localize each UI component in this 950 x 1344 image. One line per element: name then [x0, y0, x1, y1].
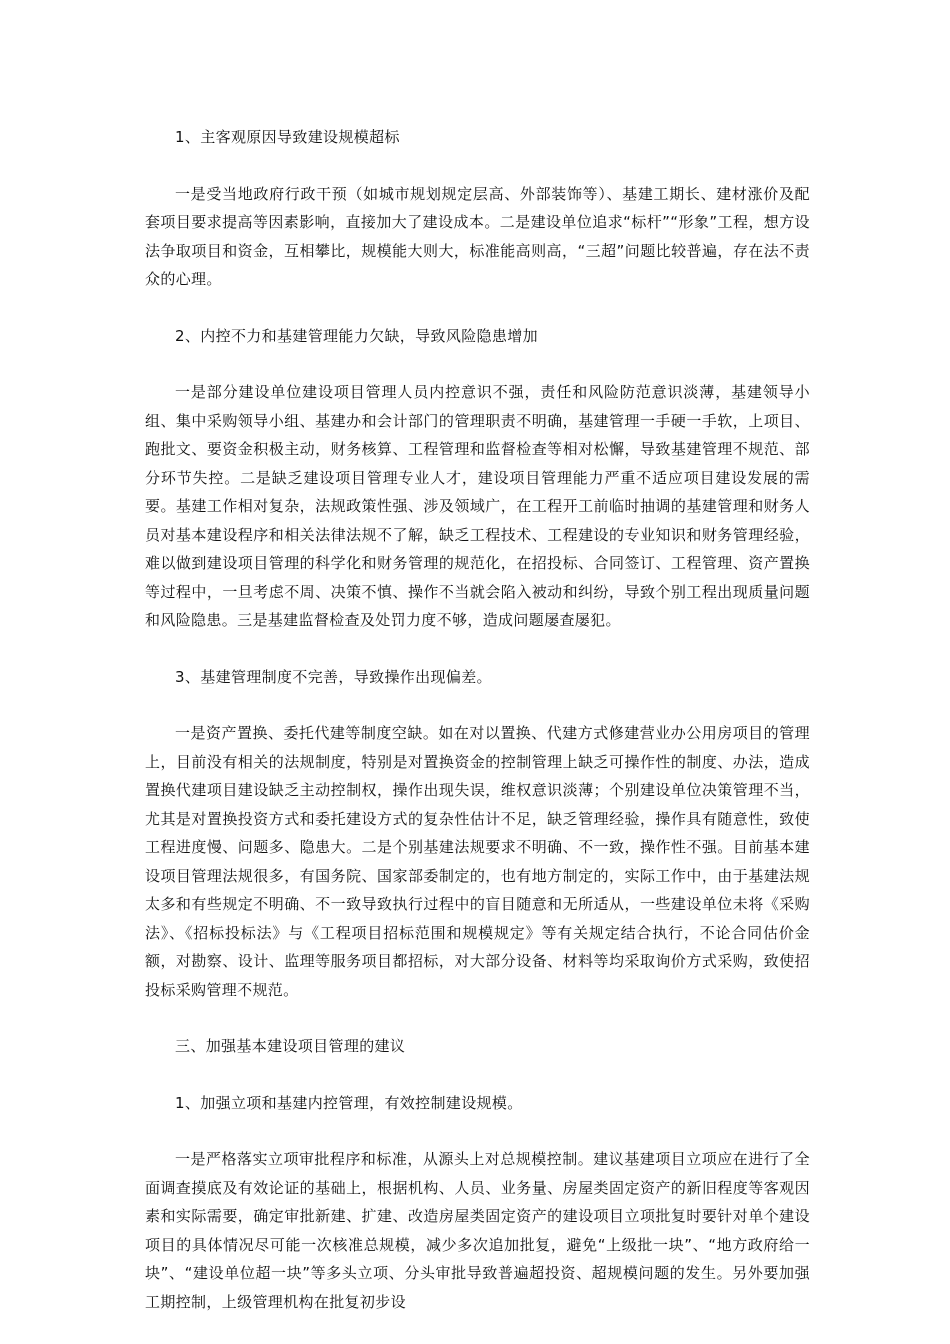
- section-heading-1: 1、主客观原因导致建设规模超标: [175, 128, 400, 146]
- document-body: [145, 123, 810, 1344]
- paragraph-2: 一是部分建设单位建设项目管理人员内控意识不强，责任和风险防范意识淡薄，基建领导小组、集中采购领导小组、基建办和会计部门的管理职责不明确，基建管理一手硬一手软，上项目、跑批文、要资金积极主动，财务核算、工程管理和监督检查等相对松懈，导致基建管理不规范、部分环节失控。二是缺乏建设项目管理专业人才，建设项目管理能力严重不适应项目建设发展的需要。基建工作相对复杂，法规政策性强、涉及领域广，在工程开工前临时抽调的基建管理和财务人员对基本建设程序和相关法律法规不了解，缺乏工程技术、工程建设的专业知识和财务管理经验，难以做到建设项目管理的科学化和财务管理的规范化，在招投标、合同签订、工程管理、资产置换等过程中，一旦考虑不周、决策不慎、操作不当就会陷入被动和纠纷，导致个别工程出现质量问题和风险隐患。三是基建监督检查及处罚力度不够，造成问题屡查屡犯。: [145, 383, 810, 629]
- section-heading-3: 3、基建管理制度不完善，导致操作出现偏差。: [175, 667, 492, 686]
- paragraph-1: 一是受当地政府行政干预（如城市规划规定层高、外部装饰等）、基建工期长、建材涨价及配套项目要求提高等因素影响，直接加大了建设成本。二是建设单位追求“标杆”“形象”工程，想方设法争取项目和资金，互相攀比，规模能大则大，标准能高则高，“三超”问题比较普遍，存在法不责众的心理。: [145, 184, 810, 288]
- paragraph-4: 一是严格落实立项审批程序和标准，从源头上对总规模控制。建议基建项目立项应在进行了全面调查摸底及有效论证的基础上，根据机构、人员、业务量、房屋类固定资产的新旧程度等客观因素和实际需要，确定审批新建、扩建、改造房屋类固定资产的建设项目立项批复时要针对单个建设项目的具体情况尽可能一次核准总规模，减少多次追加批复，避免“上级批一块”、“地方政府给一块”、“建设单位超一块”等多头立项、分头审批导致普遍超投资、超规模问题的发生。另外要加强工期控制，上级管理机构在批复初步设: [145, 1150, 810, 1311]
- paragraph-3: 一是资产置换、委托代建等制度空缺。如在对以置换、代建方式修建营业办公用房项目的管理上，目前没有相关的法规制度，特别是对置换资金的控制管理上缺乏可操作性的制度、办法，造成置换代建项目建设缺乏主动控制权，操作出现失误，维权意识淡薄；个别建设单位决策管理不当，尤其是对置换投资方式和委托建设方式的复杂性估计不足，缺乏管理经验，操作具有随意性，致使工程进度慢、问题多、隐患大。二是个别基建法规要求不明确、不一致，操作性不强。目前基本建设项目管理法规很多，有国务院、国家部委制定的，也有地方制定的，实际工作中，由于基建法规太多和有些规定不明确、不一致导致执行过程中的盲目随意和无所适从，一些建设单位未将《采购法》、《招标投标法》与《工程项目招标范围和规模规定》等有关规定结合执行，不论合同估价金额，对勘察、设计、监理等服务项目都招标，对大部分设备、材料等均采取询价方式采购，致使招投标采购管理不规范。: [145, 724, 810, 999]
- chapter-heading-3: 三、加强基本建设项目管理的建议: [175, 1037, 406, 1055]
- section-heading-2: 2、内控不力和基建管理能力欠缺，导致风险隐患增加: [175, 326, 538, 345]
- section-heading-4: 1、加强立项和基建内控管理，有效控制建设规模。: [175, 1093, 523, 1112]
